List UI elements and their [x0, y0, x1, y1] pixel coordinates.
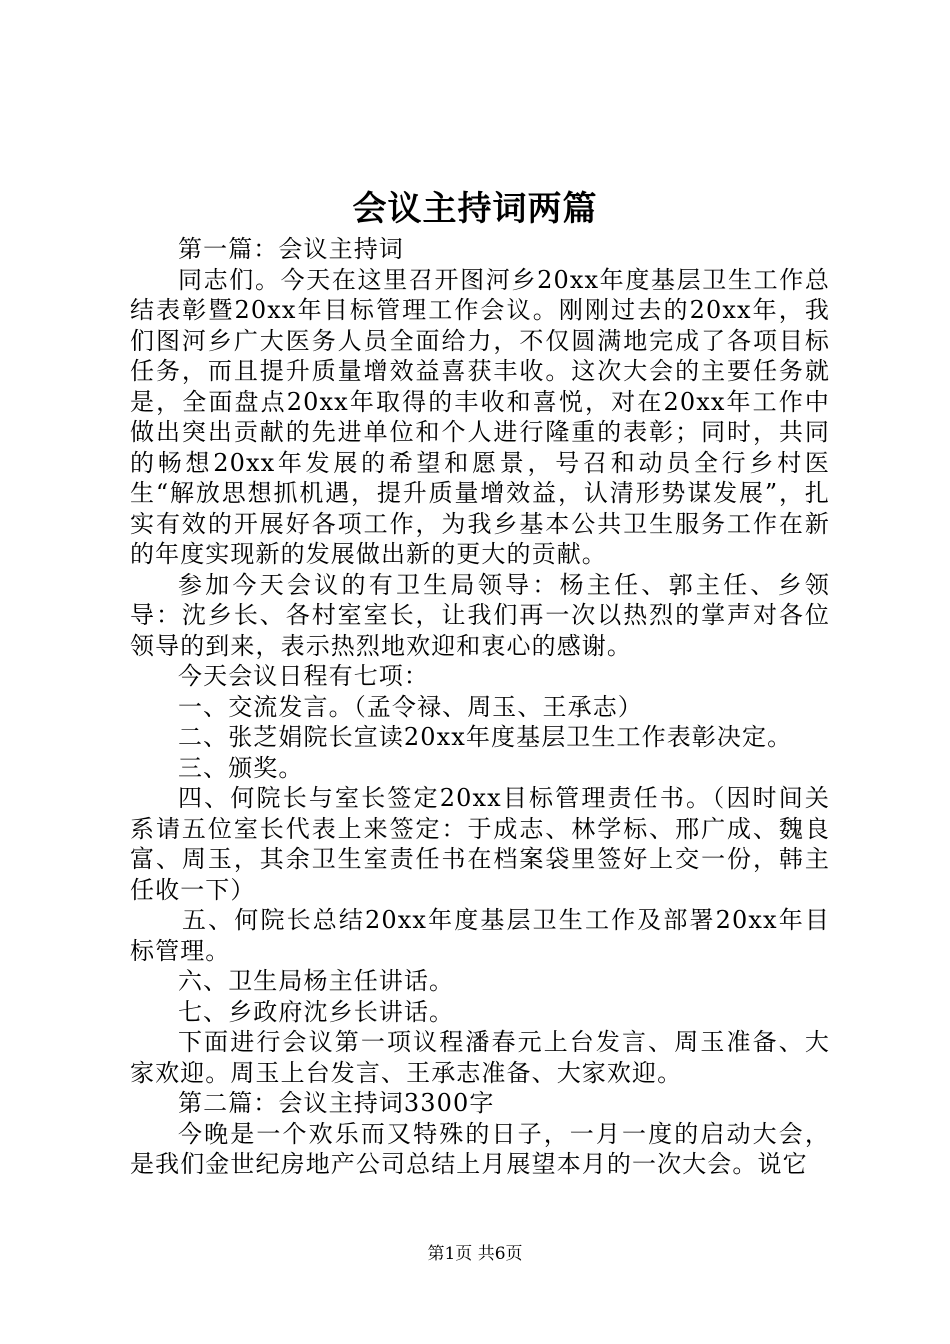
document-body — [130, 234, 830, 1180]
paragraph-section-heading-2: 第二篇：会议主持词3300字 — [178, 1089, 495, 1117]
paragraph-agenda-item-7: 七、乡政府沈乡长讲话。 — [178, 997, 455, 1026]
page-number-footer: 第1页 共6页 — [427, 1244, 523, 1264]
document-title: 会议主持词两篇 — [352, 189, 598, 229]
paragraph-opening: 同志们。今天在这里召开图河乡20xx年度基层卫生工作总结表彰暨20xx年目标管理工作会议。刚刚过去的20xx年，我们图河乡广大医务人员全面给力，不仅圆满地完成了各项目标任务，而且提升质量增效益喜获丰收。这次大会的主要任务就是，全面盘点20xx年取得的丰收和喜悦，对在20xx年工作中做出突出贡献的先进单位和个人进行隆重的表彰；同时，共同的畅想20xx年发展的希望和愿景，号召和动员全行乡村医生“解放思想抓机遇，提升质量增效益，认清形势谋发展”，扎实有效的开展好各项工作，为我乡基本公共卫生服务工作在新的年度实现新的发展做出新的更大的贡献。 — [130, 265, 830, 568]
paragraph-agenda-item-2: 二、张芝娟院长宣读20xx年度基层卫生工作表彰决定。 — [178, 723, 793, 751]
paragraph-agenda-item-4: 四、何院长与室长签定20xx目标管理责任书。（因时间关系请五位室长代表上来签定：于成志、林学标、邢广成、魏良富、周玉，其余卫生室责任书在档案袋里签好上交一份，韩主任收一下） — [130, 784, 830, 904]
paragraph-agenda-intro: 今天会议日程有七项： — [178, 662, 429, 690]
paragraph-agenda-item-5: 五、何院长总结20xx年度基层卫生工作及部署20xx年目标管理。 — [130, 906, 830, 965]
paragraph-agenda-item-3: 三、颁奖。 — [178, 753, 304, 782]
paragraph-section-heading-1: 第一篇：会议主持词 — [178, 235, 404, 263]
paragraph-first-item-start: 下面进行会议第一项议程潘春元上台发言、周玉准备、大家欢迎。周玉上台发言、王承志准备、大家欢迎。 — [130, 1028, 830, 1087]
paragraph-second-opening: 今晚是一个欢乐而又特殊的日子，一月一度的启动大会，是我们金世纪房地产公司总结上月展望本月的一次大会。说它 — [130, 1119, 830, 1178]
paragraph-attendees: 参加今天会议的有卫生局领导：杨主任、郭主任、乡领导：沈乡长、各村室室长，让我们再一次以热烈的掌声对各位领导的到来，表示热烈地欢迎和衷心的感谢。 — [130, 570, 830, 660]
paragraph-agenda-item-1: 一、交流发言。（孟令禄、周玉、王承志） — [178, 692, 643, 721]
paragraph-agenda-item-6: 六、卫生局杨主任讲话。 — [178, 967, 455, 995]
